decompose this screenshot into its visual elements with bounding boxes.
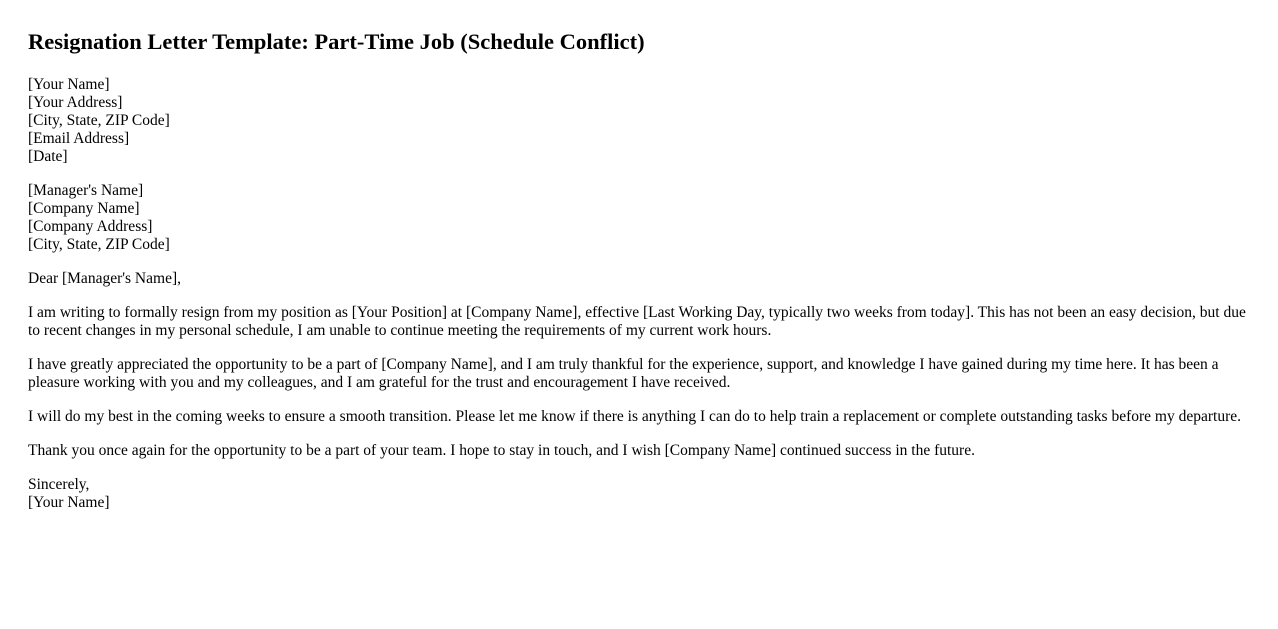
recipient-company-address: [Company Address] (28, 218, 153, 235)
body-paragraph-3: I will do my best in the coming weeks to ensure a smooth transition. Please let me know if there is anything I can do to help train a replacement or complete outstanding tasks before my departure. (28, 408, 1241, 425)
recipient-city-state-zip: [City, State, ZIP Code] (28, 236, 170, 253)
document-title: Resignation Letter Template: Part-Time Job (Schedule Conflict) (28, 29, 645, 54)
letter-date: [Date] (28, 148, 68, 165)
sender-email: [Email Address] (28, 130, 130, 147)
sender-name: [Your Name] (28, 76, 110, 93)
sender-address: [Your Address] (28, 94, 123, 111)
closing-block (28, 476, 1250, 512)
letter-page (0, 28, 1278, 512)
recipient-manager-name: [Manager's Name] (28, 182, 144, 199)
signature-name: [Your Name] (28, 494, 110, 511)
sender-block (28, 76, 1250, 166)
recipient-block (28, 182, 1250, 254)
body-paragraph-1: I am writing to formally resign from my position as [Your Position] at [Company Name], effective [Last Working Day, typically two weeks from today]. This has not been an easy decision, but due to recent changes in my personal schedule, I am unable to continue meeting the requirements of my current work hours. (28, 304, 1246, 339)
sender-city-state-zip: [City, State, ZIP Code] (28, 112, 170, 129)
recipient-company-name: [Company Name] (28, 200, 140, 217)
body-paragraph-4: Thank you once again for the opportunity to be a part of your team. I hope to stay in touch, and I wish [Company Name] continued success in the future. (28, 442, 975, 459)
valediction: Sincerely, (28, 476, 90, 493)
body-paragraph-2: I have greatly appreciated the opportunity to be a part of [Company Name], and I am truly thankful for the experience, support, and knowledge I have gained during my time here. It has been a pleasure working with you and my colleagues, and I am grateful for the trust and encouragement I have received. (28, 356, 1219, 391)
salutation: Dear [Manager's Name], (28, 270, 181, 287)
